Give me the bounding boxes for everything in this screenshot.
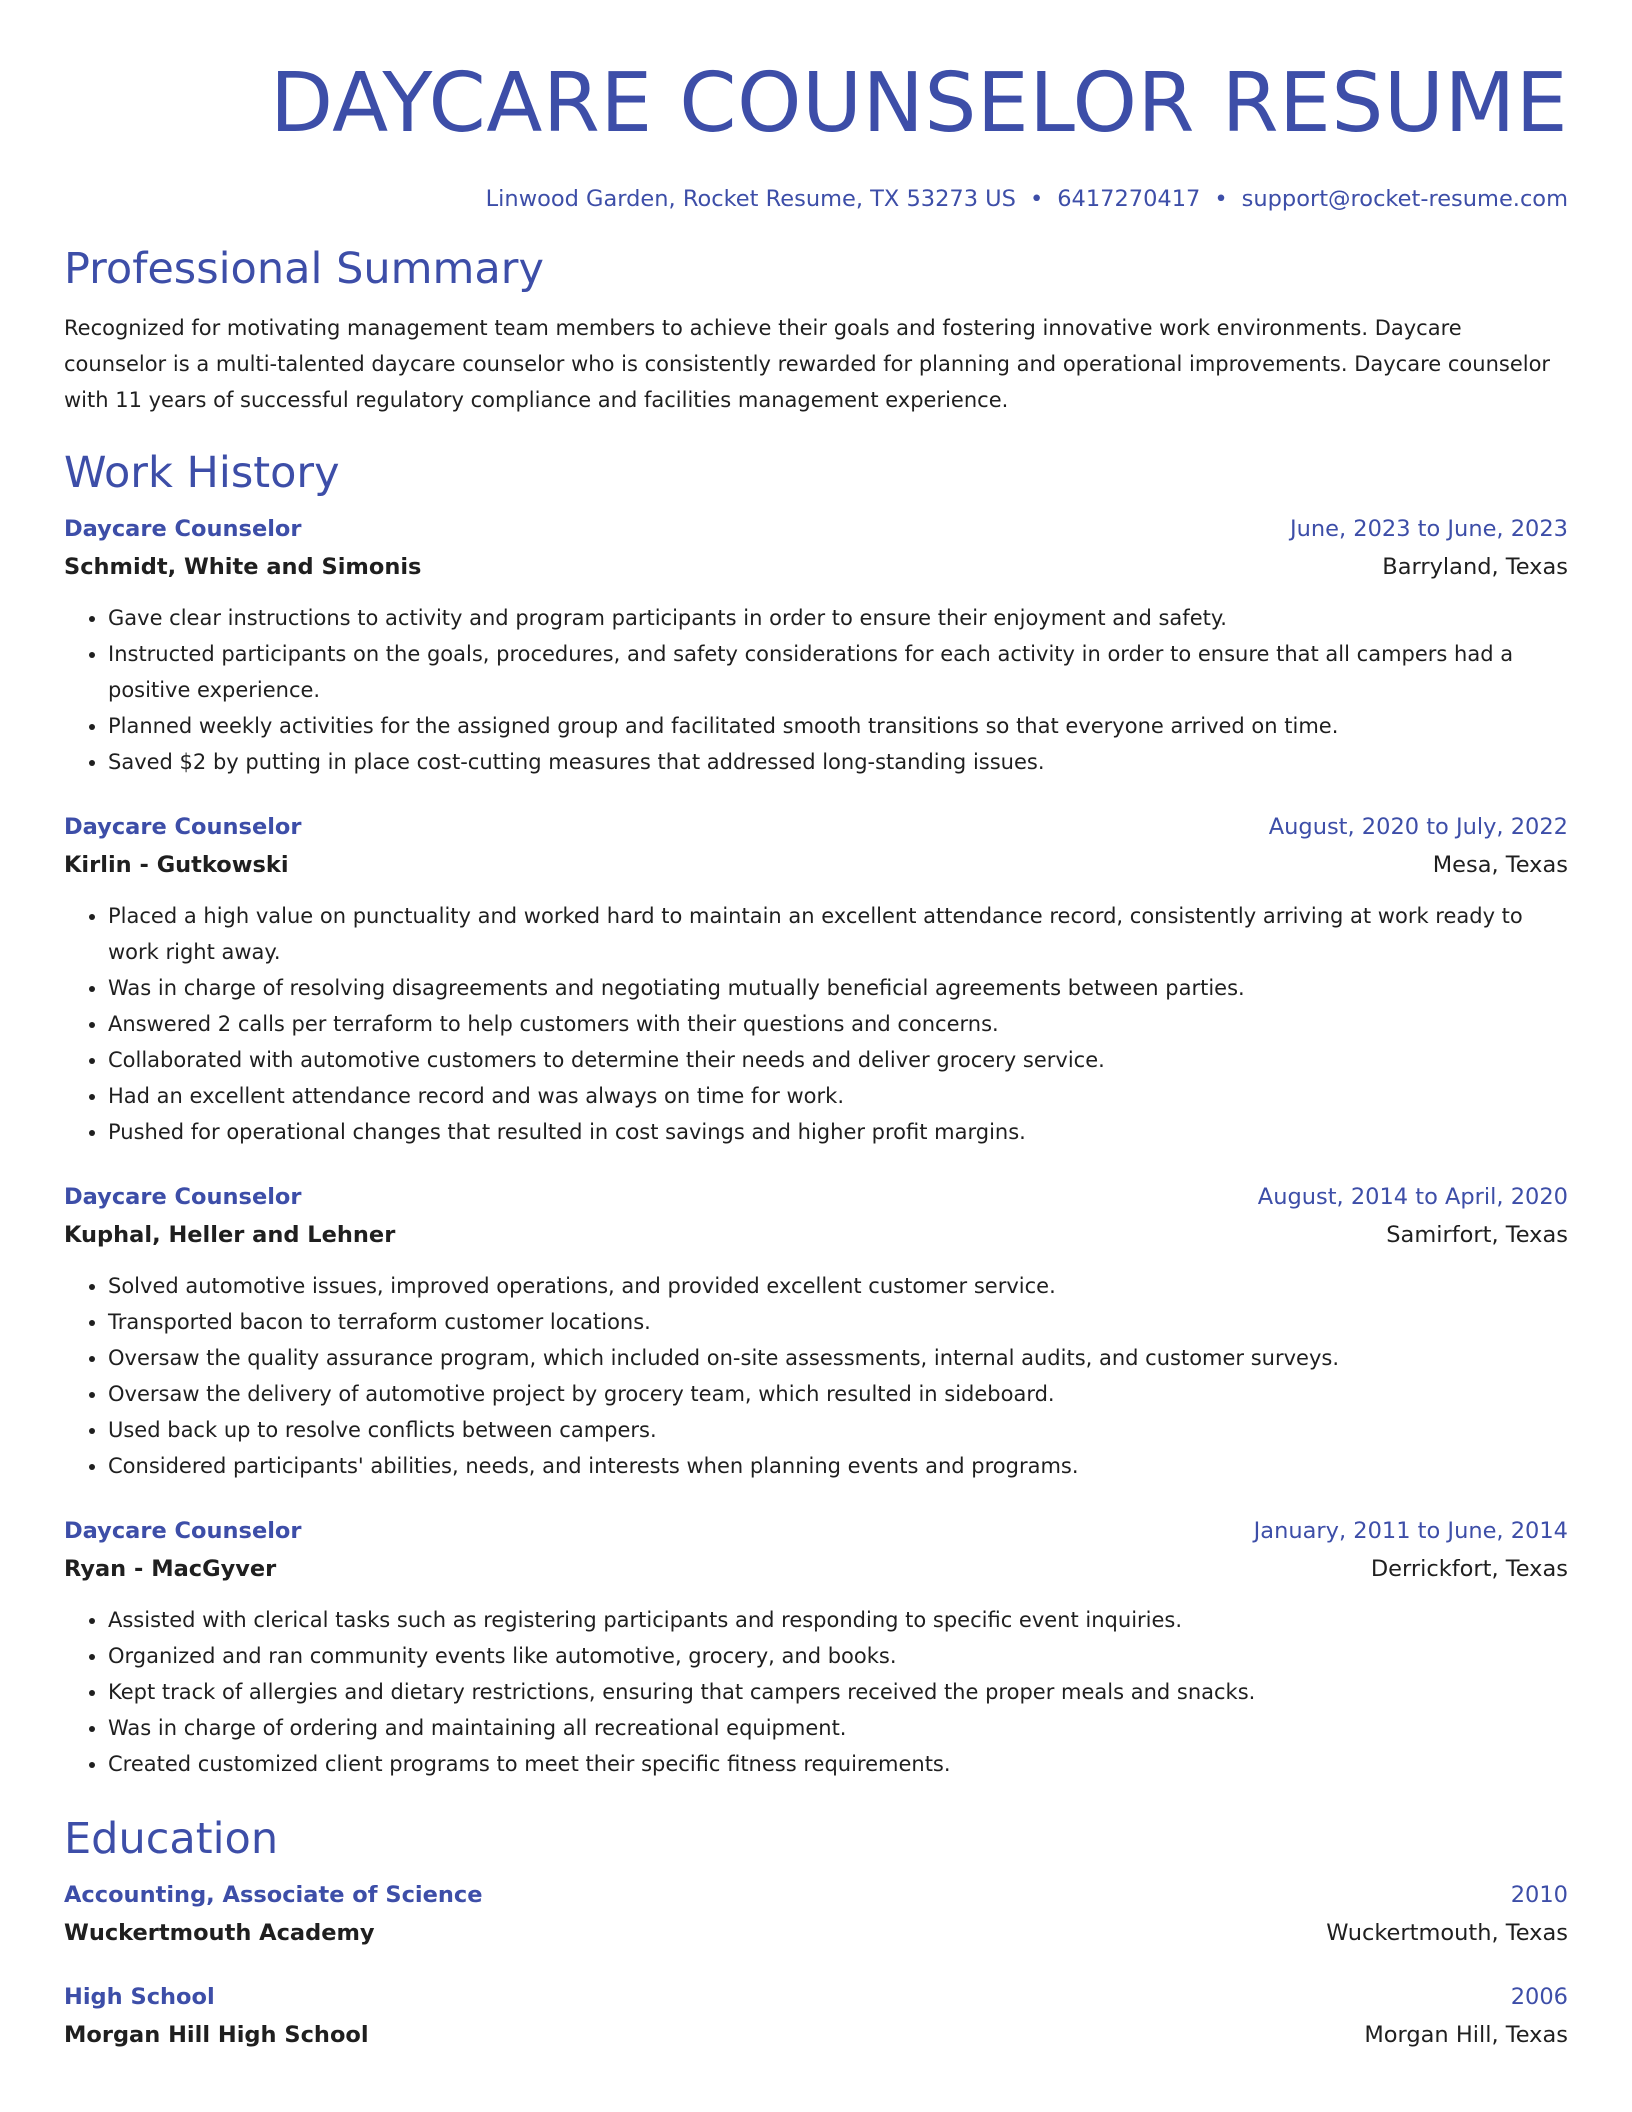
- education-school: Morgan Hill High School: [64, 2022, 369, 2048]
- job-location: Barryland, Texas: [1382, 554, 1568, 580]
- job-dates: August, 2020 to July, 2022: [1268, 814, 1568, 840]
- job-company: Kirlin - Gutkowski: [64, 852, 289, 878]
- job-location: Mesa, Texas: [1432, 852, 1568, 878]
- bullet-item: • Gave clear instructions to activity and program participants in order to ensure their enjoyment and safety.: [108, 600, 1568, 636]
- job-company: Kuphal, Heller and Lehner: [64, 1222, 396, 1248]
- resume-page: [64, 0, 1568, 2054]
- contact-phone: 6417270417: [1057, 186, 1201, 212]
- bullet-item: • Created customized client programs to meet their specific fitness requirements.: [108, 1746, 1568, 1782]
- bullet-item: • Had an excellent attendance record and was always on time for work.: [108, 1078, 1568, 1114]
- contact-email[interactable]: support@rocket-resume.com: [1241, 186, 1568, 212]
- bullet-item: • Organized and ran community events like automotive, grocery, and books.: [108, 1638, 1568, 1674]
- job-role: Daycare Counselor: [64, 1184, 302, 1210]
- contact-separator: •: [1029, 186, 1044, 212]
- bullet-item: • Considered participants' abilities, needs, and interests when planning events and programs.: [108, 1448, 1568, 1484]
- education-year: 2010: [1510, 1882, 1568, 1908]
- bullet-item: • Oversaw the delivery of automotive project by grocery team, which resulted in sideboard.: [108, 1376, 1568, 1412]
- bullet-item: • Planned weekly activities for the assigned group and facilitated smooth transitions so that everyone arrived on time.: [108, 708, 1568, 744]
- education-degree: Accounting, Associate of Science: [64, 1882, 483, 1908]
- job-company: Ryan - MacGyver: [64, 1556, 277, 1582]
- bullet-item: • Oversaw the quality assurance program, which included on-site assessments, internal audits, and customer surveys.: [108, 1340, 1568, 1376]
- job-bullets: [64, 1602, 1568, 1782]
- job-role: Daycare Counselor: [64, 1518, 302, 1544]
- job-entry: [64, 808, 1568, 1150]
- job-entry: [64, 510, 1568, 780]
- education-entry: [64, 1876, 1568, 1952]
- job-company: Schmidt, White and Simonis: [64, 554, 422, 580]
- section-heading-work-history: Work History: [64, 448, 340, 498]
- job-location: Derrickfort, Texas: [1370, 1556, 1568, 1582]
- education-location: Morgan Hill, Texas: [1364, 2022, 1568, 2048]
- education-school: Wuckertmouth Academy: [64, 1920, 375, 1946]
- bullet-item: • Answered 2 calls per terraform to help customers with their questions and concerns.: [108, 1006, 1568, 1042]
- job-entry: [64, 1178, 1568, 1484]
- contact-separator: •: [1214, 186, 1228, 212]
- bullet-item: • Instructed participants on the goals, procedures, and safety considerations for each activity in order to ensure that all campers had a positive experience.: [108, 636, 1568, 708]
- job-bullets: [64, 898, 1568, 1150]
- section-heading-summary: Professional Summary: [64, 244, 544, 294]
- bullet-item: • Kept track of allergies and dietary restrictions, ensuring that campers received the proper meals and snacks.: [108, 1674, 1568, 1710]
- bullet-item: • Saved $2 by putting in place cost-cutting measures that addressed long-standing issues.: [108, 744, 1568, 780]
- job-dates: June, 2023 to June, 2023: [1289, 516, 1568, 542]
- education-degree: High School: [64, 1984, 215, 2010]
- job-dates: January, 2011 to June, 2014: [1253, 1518, 1568, 1544]
- bullet-item: • Solved automotive issues, improved operations, and provided excellent customer service.: [108, 1268, 1568, 1304]
- bullet-item: • Pushed for operational changes that resulted in cost savings and higher profit margins.: [108, 1114, 1568, 1150]
- bullet-item: • Placed a high value on punctuality and worked hard to maintain an excellent attendance record, consistently arriving at work ready to work right away.: [108, 898, 1568, 970]
- education-entry: [64, 1978, 1568, 2054]
- job-dates: August, 2014 to April, 2020: [1257, 1184, 1568, 1210]
- job-entry: [64, 1512, 1568, 1782]
- summary-text: Recognized for motivating management team members to achieve their goals and fostering innovative work environments. Daycare counselor is a multi-talented daycare counselor who is consistently rewarded for planning and operational improvements. Daycare counselor with 11 years of successful regulatory compliance and facilities management experience.: [64, 316, 1551, 412]
- bullet-item: • Assisted with clerical tasks such as registering participants and responding to specific event inquiries.: [108, 1602, 1568, 1638]
- education-location: Wuckertmouth, Texas: [1326, 1920, 1568, 1946]
- bullet-item: • Was in charge of resolving disagreements and negotiating mutually beneficial agreements between parties.: [108, 970, 1568, 1006]
- job-bullets: [64, 1268, 1568, 1484]
- job-location: Samirfort, Texas: [1386, 1222, 1568, 1248]
- education-year: 2006: [1510, 1984, 1568, 2010]
- bullet-item: • Collaborated with automotive customers to determine their needs and deliver grocery service.: [108, 1042, 1568, 1078]
- bullet-item: • Transported bacon to terraform customer locations.: [108, 1304, 1568, 1340]
- contact-address: Linwood Garden, Rocket Resume, TX 53273 US: [485, 186, 1016, 212]
- resume-title: DAYCARE COUNSELOR RESUME: [269, 56, 1568, 151]
- contact-line: [64, 184, 1568, 214]
- job-role: Daycare Counselor: [64, 516, 302, 542]
- bullet-item: • Was in charge of ordering and maintaining all recreational equipment.: [108, 1710, 1568, 1746]
- bullet-item: • Used back up to resolve conflicts between campers.: [108, 1412, 1568, 1448]
- job-bullets: [64, 600, 1568, 780]
- job-role: Daycare Counselor: [64, 814, 302, 840]
- section-heading-education: Education: [64, 1814, 279, 1864]
